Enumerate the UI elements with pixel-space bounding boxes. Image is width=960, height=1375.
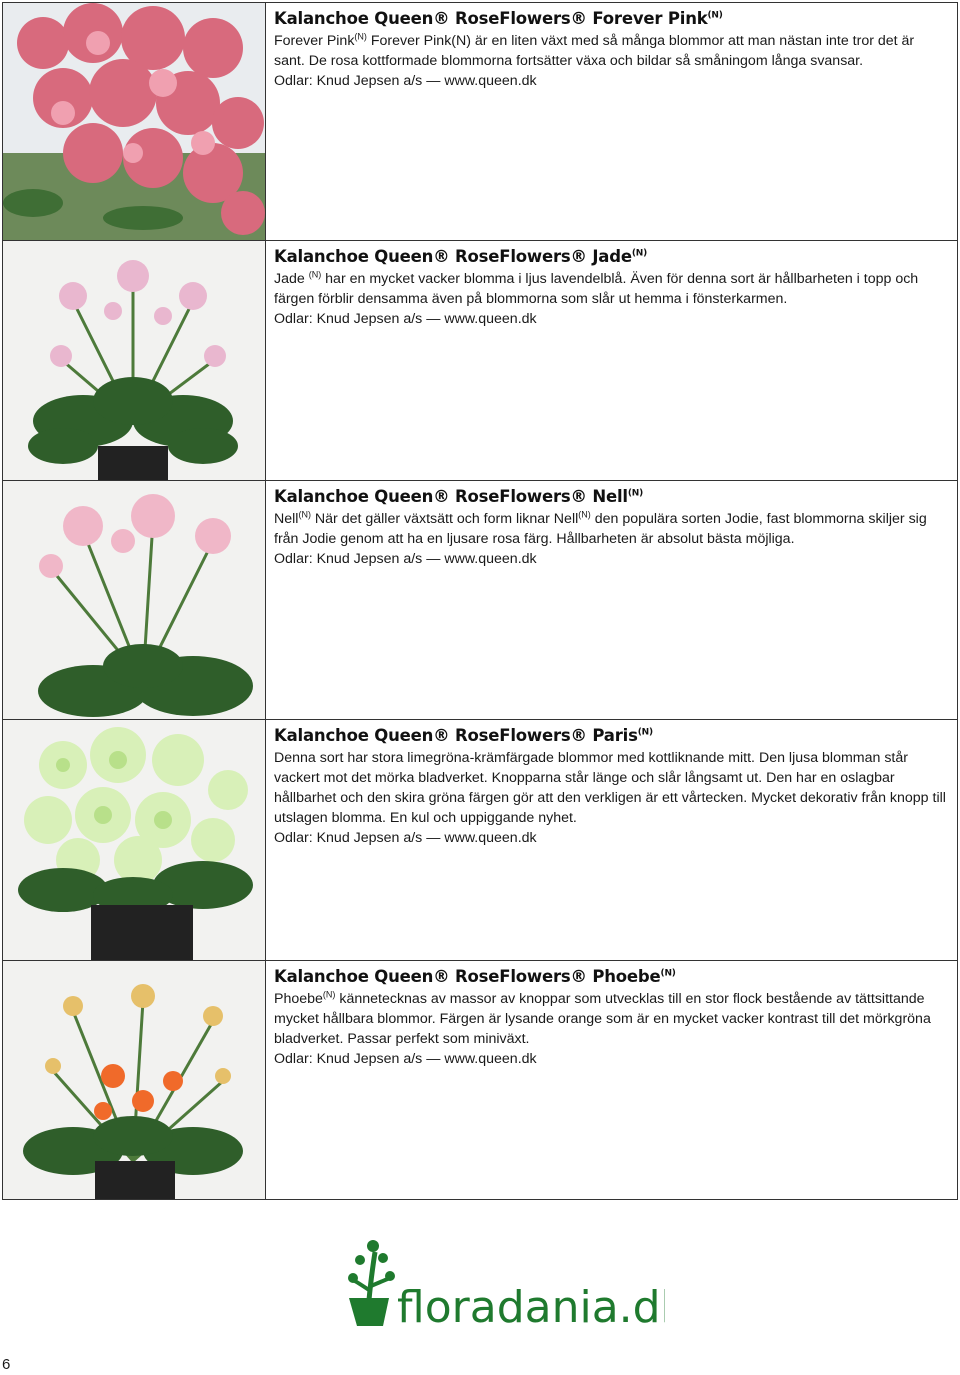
product-description: Nell$^{(N)}$ När det gäller växtsätt och form liknar Nell$^{(N)}$ den populära sorten Jodie, fast blommorna skiljer sig från Jodie genom att ha en ljusare rosa färg. Hållbarheten är absolut bästa möjliga. bbox=[274, 509, 927, 547]
product-row-paris bbox=[2, 719, 958, 960]
product-row-forever-pink bbox=[2, 2, 958, 240]
product-description: Phoebe$^{(N)}$ kännetecknas av massor av knoppar som utvecklas till en stor flock bestående av tättsittande mycket hållbara blommor. Färgen är lysande orange som är en mycket vacker kontrast till det mörkgröna bladverket. Passar perfekt som miniväxt. bbox=[274, 989, 931, 1047]
breeder-line: Odlar: Knud Jepsen a/s — www.queen.dk bbox=[274, 1051, 537, 1067]
breeder-line: Odlar: Knud Jepsen a/s — www.queen.dk bbox=[274, 551, 537, 567]
photo-forever-pink bbox=[3, 3, 266, 240]
text-phoebe bbox=[266, 961, 957, 1199]
page-number: 6 bbox=[2, 1356, 11, 1373]
plant-logo-icon bbox=[345, 1238, 665, 1338]
text-paris bbox=[266, 720, 957, 960]
product-title: Kalanchoe Queen® RoseFlowers® Jade$^{(N)}$ bbox=[274, 247, 647, 266]
floradania-logo bbox=[345, 1238, 665, 1338]
product-description: Forever Pink$^{(N)}$ Forever Pink(N) är en liten växt med så många blommor att man nästan inte tror det är sant. De rosa kottformade blommorna fortsätter växa och bildar så småningom långa svansar. bbox=[274, 31, 915, 69]
breeder-line: Odlar: Knud Jepsen a/s — www.queen.dk bbox=[274, 311, 537, 327]
product-title: Kalanchoe Queen® RoseFlowers® Forever Pink$^{(N)}$ bbox=[274, 9, 723, 28]
product-row-nell bbox=[2, 480, 958, 719]
photo-jade bbox=[3, 241, 266, 480]
breeder-line: Odlar: Knud Jepsen a/s — www.queen.dk bbox=[274, 830, 537, 846]
flower-photo-icon bbox=[3, 241, 265, 480]
text-jade bbox=[266, 241, 957, 480]
breeder-line: Odlar: Knud Jepsen a/s — www.queen.dk bbox=[274, 73, 537, 89]
photo-paris bbox=[3, 720, 266, 960]
product-title: Kalanchoe Queen® RoseFlowers® Phoebe$^{(N)}$ bbox=[274, 967, 676, 986]
flower-photo-icon bbox=[3, 481, 265, 719]
logo-text: floradania.dk bbox=[397, 1282, 665, 1333]
flower-photo-icon bbox=[3, 3, 265, 240]
photo-phoebe bbox=[3, 961, 266, 1199]
product-row-phoebe bbox=[2, 960, 958, 1200]
photo-nell bbox=[3, 481, 266, 719]
product-title: Kalanchoe Queen® RoseFlowers® Paris$^{(N)}$ bbox=[274, 726, 653, 745]
text-nell bbox=[266, 481, 957, 719]
product-description: Denna sort har stora limegröna-krämfärgade blommor med kottliknande mitt. Den ljusa blomman står vackert mot det mörka bladverket. Knopparna står länge och slår långsamt ut. Den har en oslagbar hållbarhet och den skira gröna färgen gör att den verkligen är ett vårtecken. Mycket dekorativ från knopp till utslagen blomma. En kul och uppiggande nyhet. bbox=[274, 750, 946, 826]
flower-photo-icon bbox=[3, 720, 265, 960]
product-row-jade bbox=[2, 240, 958, 480]
text-forever-pink bbox=[266, 3, 957, 240]
flower-photo-icon bbox=[3, 961, 265, 1199]
product-table bbox=[2, 2, 958, 1200]
product-title: Kalanchoe Queen® RoseFlowers® Nell$^{(N)}$ bbox=[274, 487, 644, 506]
product-description: Jade $^{(N)}$ har en mycket vacker blomma i ljus lavendelblå. Även för denna sort är hållbarheten i topp och färgen förblir densamma även på blommorna som slår ut hemma i fönsterkarmen. bbox=[274, 269, 919, 307]
